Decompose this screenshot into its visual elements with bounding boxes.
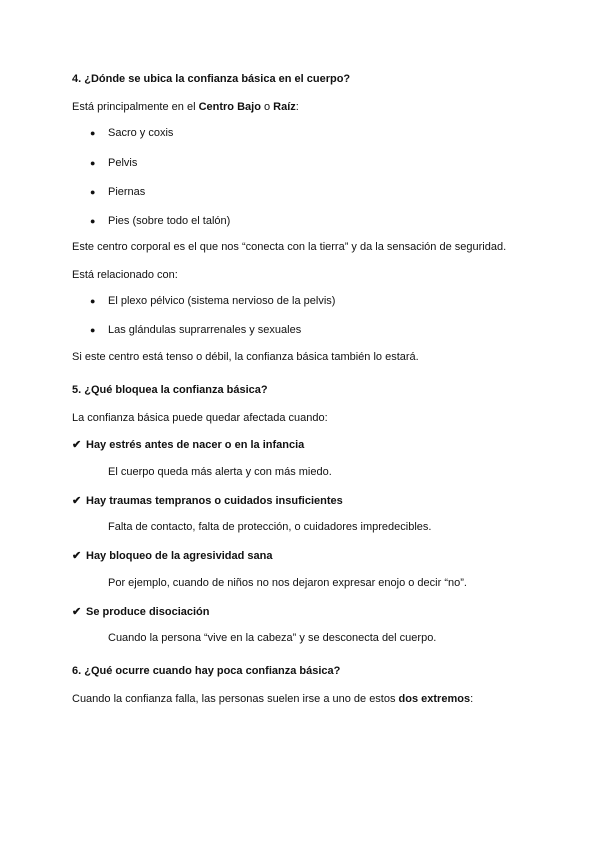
- list-item-text: Piernas: [108, 186, 146, 198]
- check-item-text: Hay estrés antes de nacer o en la infancia: [86, 439, 305, 451]
- bullet-icon: ●: [90, 158, 96, 168]
- section-4-paragraph: Si este centro está tenso o débil, la confianza básica también lo estará.: [72, 351, 419, 363]
- bullet-icon: ●: [90, 216, 96, 226]
- bullet-icon: ●: [90, 128, 96, 138]
- check-item-description: Por ejemplo, cuando de niños no nos dejaron expresar enojo o decir “no”.: [108, 577, 467, 589]
- section-4-heading: 4. ¿Dónde se ubica la confianza básica en el cuerpo?: [72, 73, 351, 85]
- section-6-intro: [72, 692, 473, 706]
- checkmark-icon: ✔: [72, 550, 82, 562]
- list-item-text: Pies (sobre todo el talón): [108, 215, 231, 227]
- check-item-text: Hay bloqueo de la agresividad sana: [86, 550, 273, 562]
- check-item-description: El cuerpo queda más alerta y con más miedo.: [108, 466, 332, 478]
- list-item: [90, 126, 173, 140]
- list-item-text: El plexo pélvico (sistema nervioso de la pelvis): [108, 295, 336, 307]
- bullet-icon: ●: [90, 325, 96, 335]
- intro-colon: :: [470, 693, 474, 705]
- checkmark-icon: ✔: [72, 495, 82, 507]
- intro-bold-centro-bajo: Centro Bajo: [198, 101, 261, 113]
- section-5-heading: 5. ¿Qué bloquea la confianza básica?: [72, 384, 268, 396]
- intro-colon: :: [295, 101, 299, 113]
- checkmark-icon: ✔: [72, 439, 82, 451]
- list-item-text: Sacro y coxis: [108, 127, 174, 139]
- section-4-intro: [72, 100, 299, 114]
- intro-text: Está principalmente en el: [72, 101, 199, 113]
- bullet-icon: ●: [90, 296, 96, 306]
- check-item-title: [72, 438, 304, 452]
- check-item-description: Cuando la persona “vive en la cabeza” y se desconecta del cuerpo.: [108, 632, 437, 644]
- intro-text: Cuando la confianza falla, las personas suelen irse a uno de estos: [72, 693, 399, 705]
- check-item-text: Se produce disociación: [86, 606, 210, 618]
- list-item: [90, 323, 301, 337]
- check-item-title: [72, 605, 209, 619]
- list-item-text: Las glándulas suprarrenales y sexuales: [108, 324, 302, 336]
- section-4-paragraph: Está relacionado con:: [72, 269, 178, 281]
- check-item-description: Falta de contacto, falta de protección, o cuidadores impredecibles.: [108, 521, 432, 533]
- list-item-text: Pelvis: [108, 157, 138, 169]
- section-6-heading: 6. ¿Qué ocurre cuando hay poca confianza básica?: [72, 665, 341, 677]
- check-item-text: Hay traumas tempranos o cuidados insuficientes: [86, 495, 343, 507]
- list-item: [90, 294, 335, 308]
- intro-bold-dos-extremos: dos extremos: [398, 693, 471, 705]
- list-item: [90, 214, 230, 228]
- section-4-paragraph: Este centro corporal es el que nos “conecta con la tierra” y da la sensación de seguridad.: [72, 241, 507, 253]
- section-5-intro: La confianza básica puede quedar afectada cuando:: [72, 412, 328, 424]
- list-item: [90, 185, 145, 199]
- check-item-title: [72, 494, 343, 508]
- intro-bold-raiz: Raíz: [273, 101, 296, 113]
- bullet-icon: ●: [90, 187, 96, 197]
- intro-text-mid: o: [260, 101, 274, 113]
- list-item: [90, 156, 137, 170]
- check-item-title: [72, 549, 272, 563]
- checkmark-icon: ✔: [72, 606, 82, 618]
